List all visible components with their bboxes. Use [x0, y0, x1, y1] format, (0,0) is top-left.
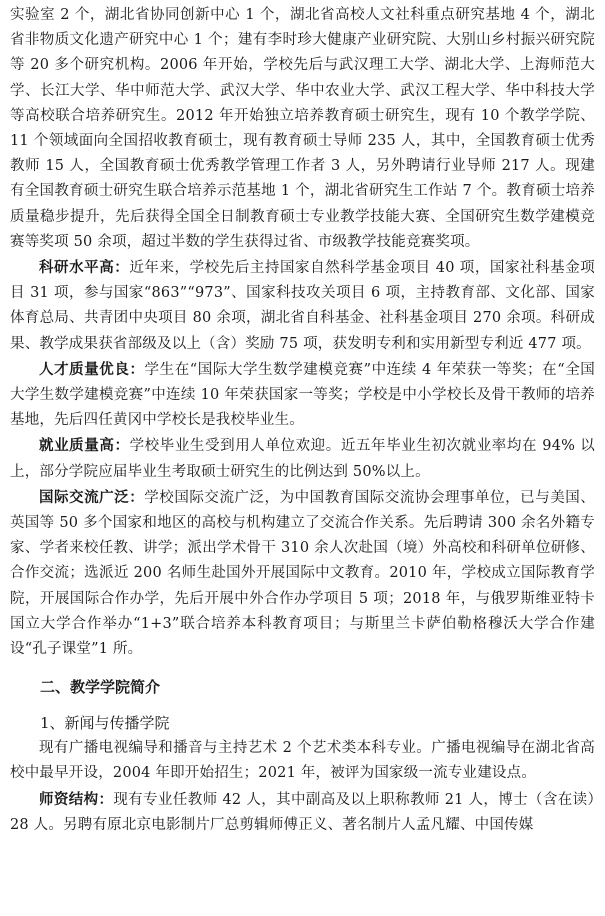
paragraph-research-level — [10, 255, 595, 357]
employment-quality-text: 学校毕业生受到用人单位欢迎。近五年毕业生初次就业率均在 94% 以上，部分学院应届毕业生考取硕士研究生的比例达到 50%以上。 — [10, 438, 595, 480]
research-level-text: 近年来，学校先后主持国家自然科学基金项目 40 项，国家社科基金项目 31 项，参与国家“863”“973”、国家科技攻关项目 6 项，主持教育部、文化部、国家体育总局、共青团中央项目 80 余项，湖北省自科基金、社科基金项目 270 余项。科研成果、教学成果获省部级及以上（含）奖励 75 项，获发明专利和实用新型专利近 477 项。 — [10, 260, 595, 352]
talent-quality-heading: 人才质量优良： — [39, 360, 145, 378]
paragraph-international-exchange — [10, 485, 595, 662]
faculty-structure-heading: 师资结构： — [39, 790, 114, 808]
paragraph-faculty-structure — [10, 787, 595, 838]
employment-quality-heading: 就业质量高： — [39, 437, 130, 455]
international-exchange-text: 学校国际交流广泛，为中国教育国际交流协会理事单位，已与美国、英国等 50 多个国家和地区的高校与机构建立了交流合作关系。先后聘请 300 余名外籍专家、学者来校任教、讲学；派出学术骨干 310 余人次赴国（境）外高校和科研单位研修、合作交流；选派近 200 名师生赴国外开展国际中文教育。2010 年，学校成立国际教育学院，开展国际合作办学，先后开展中外合作办学项目 5 项；2018 年，与俄罗斯维亚特卡国立大学合作举办“1+3”联合培养本科教育项目；与斯里兰卡萨伯勒格穆沃大学合作建设“孔子课堂”1 所。 — [10, 489, 596, 658]
faculty-structure-text: 现有专业任教师 42 人，其中副高及以上职称教师 21 人，博士（含在读）28 人。另聘有原北京电影制片厂总剪辑师傅正义、著名制片人孟凡耀、中国传媒 — [10, 791, 595, 833]
section-heading-colleges: 二、教学学院简介 — [40, 678, 161, 697]
paragraph-employment-quality — [10, 433, 595, 484]
paragraph-majors: 现有广播电视编导和播音与主持艺术 2 个艺术类本科专业。广播电视编导在湖北省高校中最早开设，2004 年即开始招生；2021 年，被评为国家级一流专业建设点。 — [10, 740, 595, 782]
paragraph-research-institutes: 实验室 2 个，湖北省协同创新中心 1 个，湖北省高校人文社科重点研究基地 4 个，湖北省非物质文化遗产研究中心 1 个；建有李时珍大健康产业研究院、大别山乡村振兴研究院等 20 多个研究机构。2006 年开始，学校先后与武汉理工大学、湖北大学、上海师范大学、长江大学、华中师范大学、武汉大学、华中农业大学、武汉工程大学、华中科技大学等高校联合培养研究生。2012 年开始独立培养教育硕士研究生，现有 10 个教学学院、11 个领域面向全国招收教育硕士，现有教育硕士导师 235 人，其中，全国教育硕士优秀教师 15 人，全国教育硕士优秀教学管理工作者 3 人，另外聘请行业导师 217 人。现建有全国教育硕士研究生联合培养示范基地 1 个，湖北省研究生工作站 7 个。教育硕士培养质量稳步提升，先后获得全国全日制教育硕士专业教学技能大赛、全国研究生数学建模竞赛等奖项 50 余项，超过半数的学生获得过省、市级教学技能竞赛奖项。 — [10, 7, 595, 250]
international-exchange-heading: 国际交流广泛： — [39, 488, 145, 506]
research-level-heading: 科研水平高： — [39, 259, 130, 277]
talent-quality-text: 学生在“国际大学生数学建模竞赛”中连续 4 年荣获一等奖；在“全国大学生数学建模竞赛”中连续 10 年荣获国家一等奖；学校是中小学校长及骨干教师的培养基地，先后四任黄冈中学校长是我校毕业生。 — [10, 361, 596, 429]
paragraph-talent-quality — [10, 357, 595, 434]
document-page — [0, 3, 605, 838]
sub-heading-journalism-college: 1、新闻与传播学院 — [40, 714, 170, 733]
